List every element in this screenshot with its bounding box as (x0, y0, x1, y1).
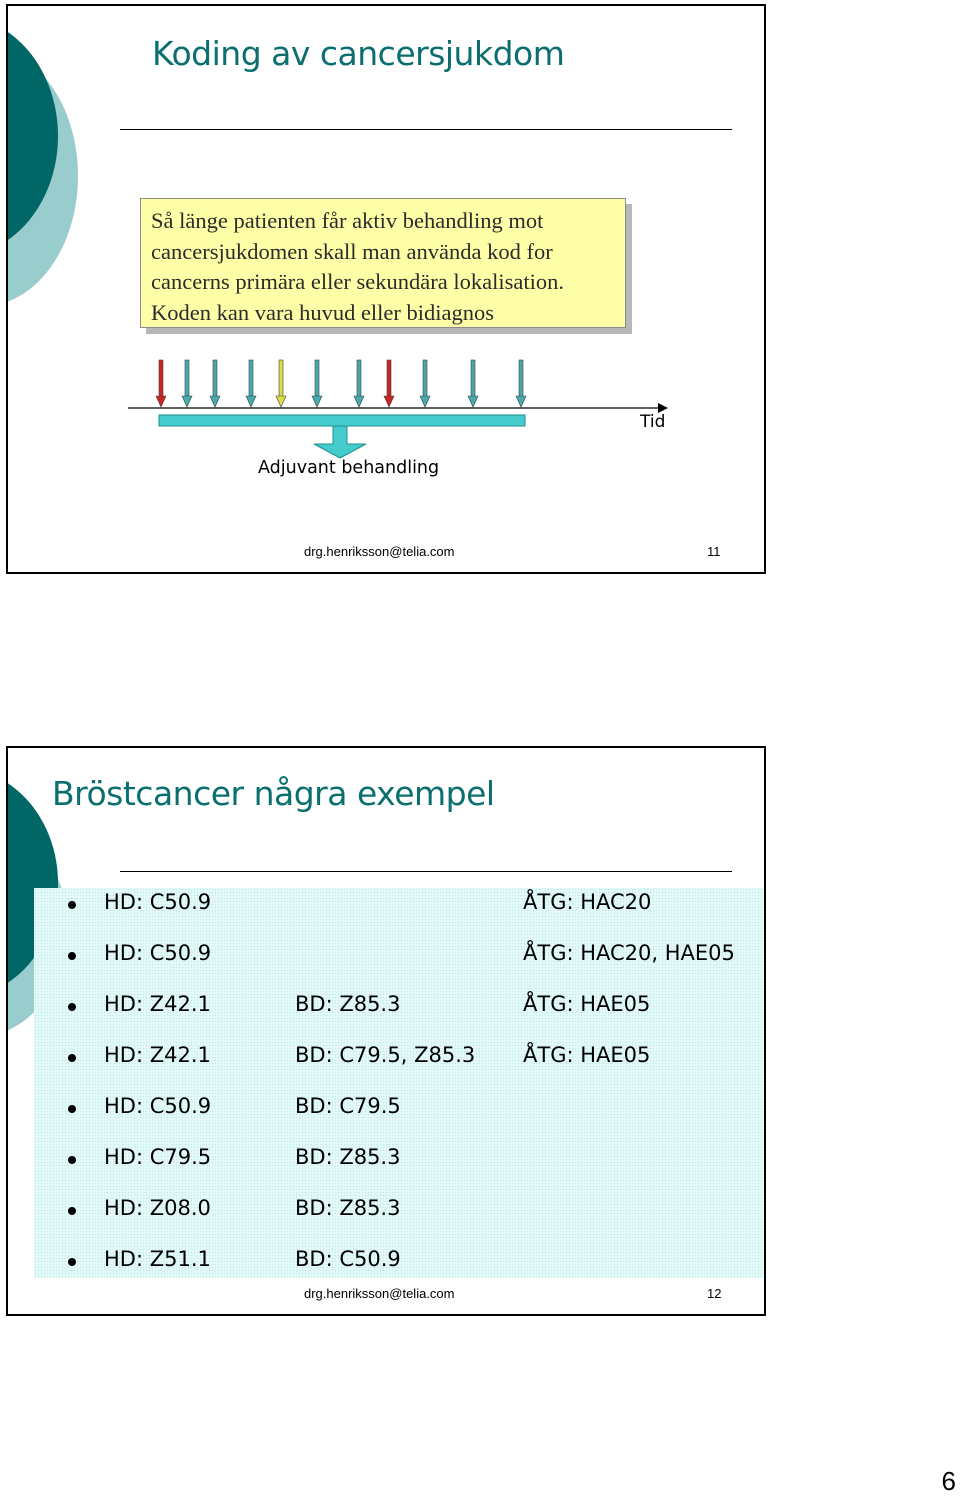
treatment-marker-arrowhead (420, 396, 430, 407)
treatment-marker-arrowhead (246, 396, 256, 407)
timeline-diagram (8, 6, 764, 572)
secondary-diagnosis: BD: Z85.3 (295, 1196, 401, 1220)
treatment-marker-arrowhead (312, 396, 322, 407)
list-item (34, 890, 766, 920)
secondary-diagnosis: BD: Z85.3 (295, 992, 401, 1016)
procedure-code: ÅTG: HAC20, HAE05 (523, 941, 735, 965)
secondary-diagnosis: BD: C50.9 (295, 1247, 401, 1271)
treatment-marker-arrow (519, 360, 523, 398)
page-number: 6 (941, 1466, 956, 1496)
bullet (68, 1258, 76, 1266)
callout-line: Så länge patienten får aktiv behandling mot (151, 208, 544, 233)
treatment-marker-arrow (357, 360, 361, 398)
adjuvant-bar-brace (314, 426, 366, 458)
main-diagnosis: HD: Z42.1 (104, 1043, 211, 1067)
list-item (34, 992, 766, 1022)
treatment-marker-arrowhead (354, 396, 364, 407)
slide-12 (6, 746, 766, 1316)
footer-email: drg.henriksson@telia.com (304, 544, 455, 559)
adjuvant-bar (159, 415, 525, 426)
main-diagnosis: HD: Z08.0 (104, 1196, 211, 1220)
treatment-marker-arrow (471, 360, 475, 398)
list-item (34, 1145, 766, 1175)
bullet (68, 1054, 76, 1062)
treatment-marker-arrow (423, 360, 427, 398)
secondary-diagnosis: BD: C79.5 (295, 1094, 401, 1118)
main-diagnosis: HD: C79.5 (104, 1145, 212, 1169)
treatment-markers (156, 360, 526, 407)
slide-11 (6, 4, 766, 574)
footer-email: drg.henriksson@telia.com (304, 1286, 455, 1301)
list-item (34, 1094, 766, 1124)
treatment-marker-arrowhead (516, 396, 526, 407)
slide-title: Koding av cancersjukdom (152, 34, 565, 73)
bullet (68, 952, 76, 960)
callout-line: cancersjukdomen skall man använda kod for (151, 238, 553, 264)
bullet (68, 1156, 76, 1164)
main-diagnosis: HD: C50.9 (104, 1094, 212, 1118)
bullet (68, 1003, 76, 1011)
procedure-code: ÅTG: HAE05 (523, 992, 651, 1016)
adjuvant-bar-label: Adjuvant behandling (258, 458, 440, 478)
main-diagnosis: HD: C50.9 (104, 941, 212, 965)
treatment-marker-arrowhead (182, 396, 192, 407)
procedure-code: ÅTG: HAC20 (523, 890, 652, 914)
list-item (34, 1196, 766, 1226)
examples-panel (34, 888, 766, 1278)
callout-line: cancerns primära eller sekundära lokalisation. (151, 269, 564, 294)
bullet (68, 1207, 76, 1215)
bullet (68, 1105, 76, 1113)
treatment-marker-arrow (185, 360, 189, 398)
treatment-marker-arrowhead (468, 396, 478, 407)
slide-number: 12 (707, 1286, 722, 1301)
treatment-marker-arrow (213, 360, 217, 398)
treatment-marker-arrow (159, 360, 163, 398)
treatment-marker-arrowhead (156, 396, 166, 407)
list-item (34, 941, 766, 971)
treatment-marker-arrow (387, 360, 391, 398)
list-item (34, 1043, 766, 1073)
callout-line: Koden kan vara huvud eller bidiagnos (151, 299, 495, 325)
main-diagnosis: HD: Z42.1 (104, 992, 211, 1016)
list-item (34, 1247, 766, 1277)
slide-title: Bröstcancer några exempel (52, 774, 495, 813)
time-axis-label: Tid (640, 412, 666, 432)
treatment-marker-arrowhead (384, 396, 394, 407)
treatment-marker-arrow (279, 360, 283, 398)
treatment-marker-arrowhead (210, 396, 220, 407)
treatment-marker-arrow (315, 360, 319, 398)
main-diagnosis: HD: Z51.1 (104, 1247, 211, 1271)
slide-number: 11 (707, 544, 721, 559)
treatment-marker-arrow (249, 360, 253, 398)
secondary-diagnosis: BD: Z85.3 (295, 1145, 401, 1169)
treatment-marker-arrowhead (276, 396, 286, 407)
procedure-code: ÅTG: HAE05 (523, 1043, 651, 1067)
bullet (68, 901, 76, 909)
main-diagnosis: HD: C50.9 (104, 890, 212, 914)
title-rule (120, 871, 732, 872)
secondary-diagnosis: BD: C79.5, Z85.3 (295, 1043, 476, 1067)
